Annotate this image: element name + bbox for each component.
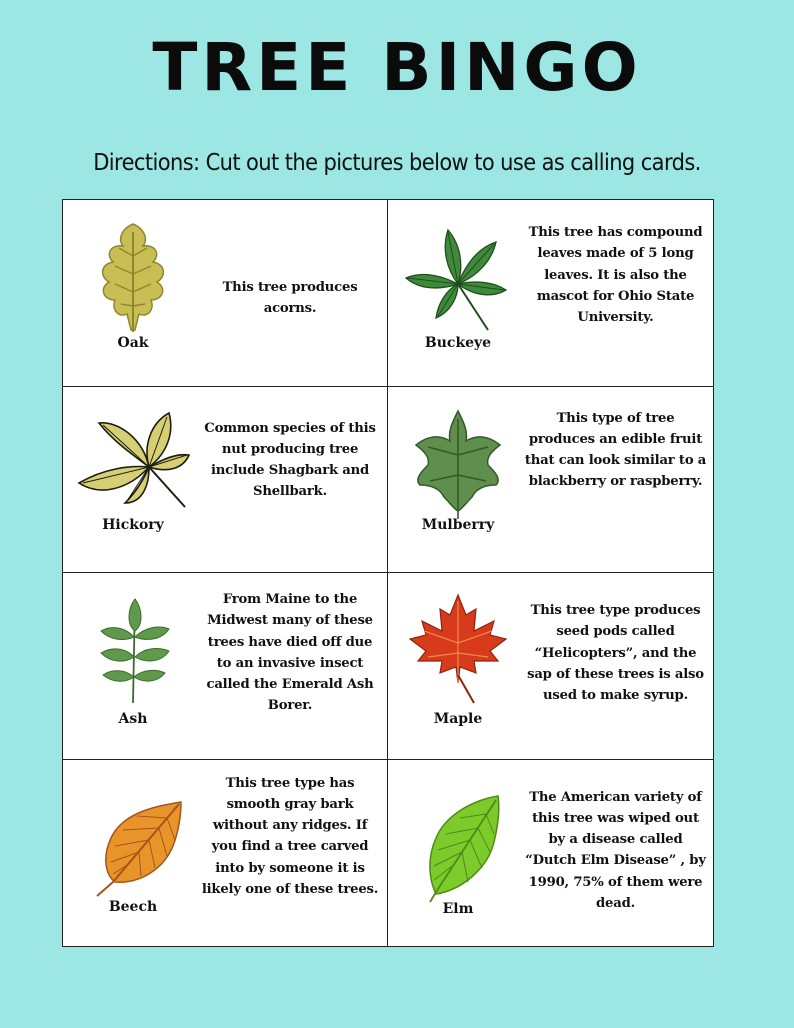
card-description: This type of tree produces an edible fruit that can look similar to a blackberry or raspberry. <box>524 410 707 490</box>
mulberry-leaf-icon <box>402 405 514 523</box>
directions-text: Directions: Cut out the pictures below to use as calling cards. <box>93 148 701 176</box>
hickory-leaf-icon <box>73 405 197 523</box>
card-oak[interactable] <box>63 200 388 387</box>
card-name: Maple <box>433 711 483 727</box>
card-name: Beech <box>108 898 158 915</box>
card-description: This tree has compound leaves made of 5 long leaves. It is also the mascot for Ohio State University. <box>528 225 703 326</box>
card-beech[interactable] <box>63 760 388 947</box>
page-title: TREE BINGO <box>152 29 642 106</box>
card-mulberry[interactable] <box>388 387 713 574</box>
card-name: Ash <box>118 711 148 727</box>
card-name: Mulberry <box>421 516 495 533</box>
card-elm[interactable] <box>388 760 713 947</box>
card-description: This tree produces acorns. <box>222 280 358 317</box>
card-description: This tree type has smooth gray bark without any ridges. If you find a tree carved into by someone it is likely one of these trees. <box>201 775 379 897</box>
card-name: Oak <box>117 335 149 351</box>
card-maple[interactable] <box>388 573 713 760</box>
card-name: Hickory <box>102 516 164 533</box>
card-ash[interactable] <box>63 573 388 760</box>
bingo-card-grid <box>62 199 714 947</box>
card-name: Buckeye <box>424 335 492 351</box>
oak-leaf-icon <box>77 218 189 336</box>
card-name: Elm <box>442 900 474 917</box>
card-description: From Maine to the Midwest many of these trees have died off due to an invasive insect called the Emerald Ash Borer. <box>206 592 374 714</box>
card-buckeye[interactable] <box>388 200 713 387</box>
card-description: The American variety of this tree was wiped out by a disease called “Dutch Elm Disease” , by 1990, 75% of them were dead. <box>525 789 706 911</box>
card-description: This tree type produces seed pods called “Helicopters”, and the sap of these trees is also used to make syrup. <box>527 603 704 704</box>
card-description: Common species of this nut producing tree include Shagbark and Shellbark. <box>204 420 376 500</box>
beech-leaf-icon <box>77 786 189 904</box>
card-hickory[interactable] <box>63 387 388 574</box>
elm-leaf-icon <box>402 790 514 908</box>
buckeye-leaf-icon <box>402 218 514 336</box>
ash-leaf-icon <box>77 591 189 709</box>
maple-leaf-icon <box>402 591 514 709</box>
